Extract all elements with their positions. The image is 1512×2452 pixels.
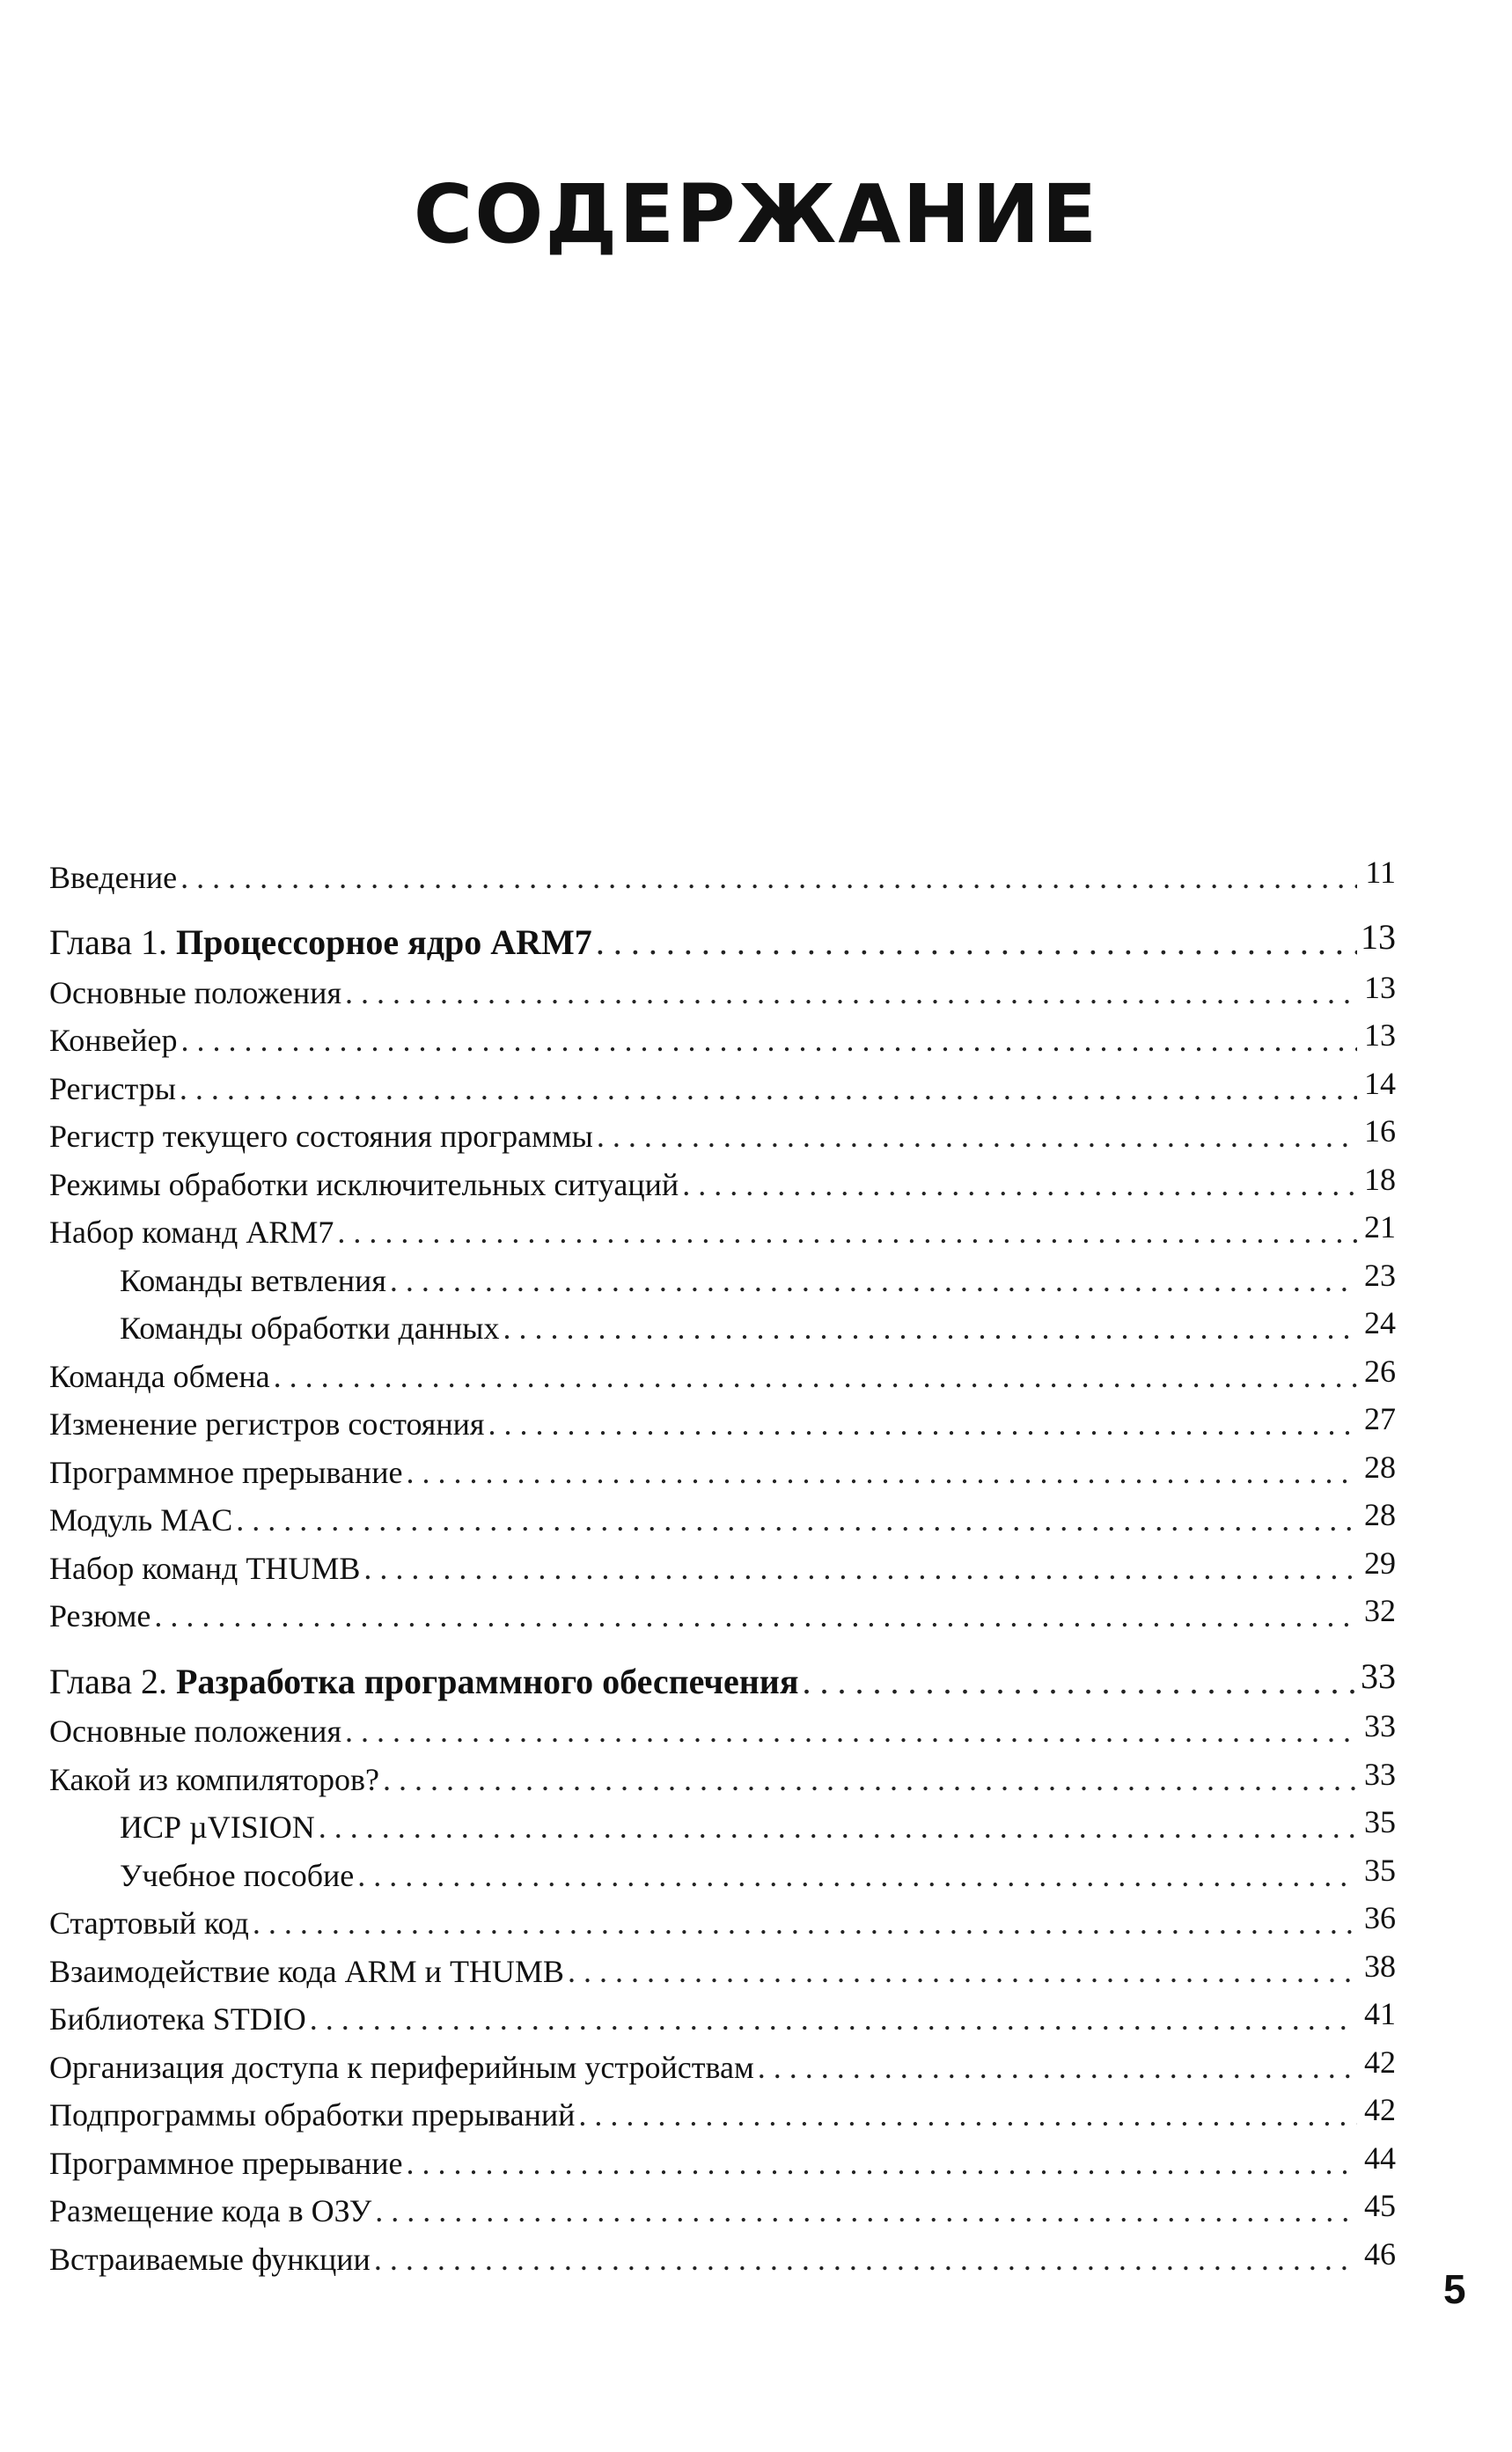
toc-entry (49, 1991, 1396, 2039)
toc-page-number: 23 (1364, 1257, 1396, 1293)
toc-entry (49, 1751, 1396, 1799)
dot-leader (383, 1764, 1357, 1799)
dot-leader (406, 2147, 1357, 2183)
toc-entry-title: Библиотека STDIO (49, 2001, 306, 2037)
toc-entry-title: Модуль MAC (49, 1502, 233, 1538)
dot-leader (337, 1216, 1357, 1252)
toc-page-number: 32 (1364, 1593, 1396, 1628)
dot-leader (319, 1811, 1357, 1846)
toc-page-number: 13 (1364, 1017, 1396, 1053)
toc-subentry (49, 1799, 1396, 1847)
chapter-prefix: Глава 2. (49, 1661, 176, 1701)
toc-page-number: 21 (1364, 1209, 1396, 1244)
toc-entry-title: Команды обработки данных (120, 1310, 500, 1346)
toc-entry (49, 2230, 1396, 2279)
dot-leader (758, 2052, 1357, 2087)
toc-page-number: 24 (1364, 1305, 1396, 1340)
toc-entry-title: Режимы обработки исключительных ситуаций (49, 1166, 679, 1202)
toc-page-number: 16 (1364, 1113, 1396, 1149)
dot-leader (236, 1504, 1357, 1539)
toc-page-number: 38 (1364, 1948, 1396, 1984)
toc-page-number: 13 (1364, 969, 1396, 1005)
toc-entry-title: Программное прерывание (49, 1454, 403, 1490)
toc-entry-title: Набор команд ARM7 (49, 1215, 334, 1250)
toc-entry (49, 1204, 1396, 1252)
dot-leader (406, 1457, 1357, 1492)
toc-entry-title: Введение (49, 859, 178, 895)
dot-leader (375, 2195, 1357, 2230)
toc-entry (49, 1443, 1396, 1492)
dot-leader (374, 2243, 1357, 2279)
dot-leader (345, 1715, 1357, 1751)
toc-entry (49, 1942, 1396, 1991)
toc-page-number: 42 (1364, 2044, 1396, 2080)
toc-entry-title: Программное прерывание (49, 2145, 403, 2181)
toc-entry (49, 1895, 1396, 1943)
toc-entry (49, 1012, 1396, 1061)
toc-entry (49, 2183, 1396, 2231)
dot-leader (682, 1169, 1357, 1204)
toc-entry (49, 1060, 1396, 1108)
toc-subentry (49, 1846, 1396, 1895)
toc-page-number: 11 (1365, 854, 1396, 890)
toc-page-number: 42 (1364, 2092, 1396, 2127)
toc-entry (49, 1396, 1396, 1444)
toc-page-number: 33 (1364, 1756, 1396, 1792)
toc-page-number: 26 (1364, 1353, 1396, 1389)
toc-page-number: 28 (1364, 1449, 1396, 1485)
toc-page-number: 33 (1361, 1655, 1396, 1696)
toc-chapter-title (49, 922, 592, 964)
toc-entry-title: Подпрограммы обработки прерываний (49, 2097, 576, 2133)
dot-leader (181, 1024, 1358, 1060)
toc-page-number: 18 (1364, 1161, 1396, 1197)
dot-leader (345, 977, 1357, 1012)
toc-entry-title: Встраиваемые функции (49, 2241, 371, 2277)
toc-entry-title: Регистр текущего состояния программы (49, 1119, 593, 1154)
toc-entry-title: Какой из компиляторов? (49, 1761, 379, 1797)
dot-leader (390, 1265, 1357, 1300)
toc-entry (49, 1347, 1396, 1396)
toc-entry-title: Учебное пособие (120, 1857, 355, 1893)
dot-leader (802, 1664, 1357, 1703)
toc-entry-title: Набор команд THUMB (49, 1550, 361, 1586)
toc-page-number: 44 (1364, 2140, 1396, 2176)
dot-leader (503, 1312, 1357, 1347)
toc-entry (49, 964, 1396, 1012)
chapter-prefix: Глава 1. (49, 922, 176, 962)
dot-leader (310, 2003, 1357, 2038)
toc-entry-title: Команда обмена (49, 1358, 270, 1394)
dot-leader (488, 1408, 1357, 1443)
toc-entry-introduction (49, 848, 1396, 897)
toc-entry-title: Команды ветвления (120, 1262, 386, 1298)
toc-entry-title: Стартовый код (49, 1905, 249, 1941)
dot-leader (357, 1860, 1357, 1895)
toc-entry (49, 2134, 1396, 2183)
dot-leader (253, 1907, 1357, 1942)
toc-page-number: 35 (1364, 1852, 1396, 1888)
toc-entry (49, 1108, 1396, 1156)
toc-subentry (49, 1252, 1396, 1300)
toc-entry (49, 1703, 1396, 1751)
toc-page-number: 14 (1364, 1065, 1396, 1101)
table-of-contents (49, 848, 1396, 2279)
toc-entry-title: Организация доступа к периферийным устройствам (49, 2049, 754, 2085)
toc-page-number: 36 (1364, 1900, 1396, 1935)
toc-entry-title: ИСР µVISION (120, 1810, 315, 1845)
toc-chapter-1 (49, 916, 1396, 965)
chapter-name: Процессорное ядро ARM7 (175, 922, 592, 962)
toc-entry-title: Регистры (49, 1070, 176, 1106)
toc-page-number: 33 (1364, 1708, 1396, 1744)
toc-page-number: 29 (1364, 1545, 1396, 1581)
toc-entry-title: Резюме (49, 1598, 151, 1633)
toc-entry-title: Изменение регистров состояния (49, 1406, 485, 1442)
toc-page-number: 35 (1364, 1804, 1396, 1839)
toc-entry (49, 2087, 1396, 2135)
toc-page-number: 41 (1364, 1996, 1396, 2031)
toc-entry (49, 1156, 1396, 1204)
toc-entry (49, 1492, 1396, 1540)
toc-entry-title: Основные положения (49, 974, 341, 1010)
toc-page-number: 27 (1364, 1401, 1396, 1436)
dot-leader (568, 1956, 1357, 1991)
toc-entry (49, 1539, 1396, 1588)
toc-page-number: 46 (1364, 2235, 1396, 2272)
dot-leader (274, 1361, 1357, 1396)
toc-page-number: 28 (1364, 1497, 1396, 1532)
dot-leader (154, 1600, 1357, 1635)
toc-entry-title: Конвейер (49, 1023, 178, 1058)
toc-subentry (49, 1300, 1396, 1348)
toc-entry-title: Основные положения (49, 1714, 341, 1749)
toc-page-number: 13 (1361, 917, 1396, 957)
dot-leader (180, 1073, 1357, 1108)
page-title: СОДЕРЖАНИЕ (413, 167, 1099, 261)
page-number-folio: 5 (1443, 2266, 1466, 2312)
dot-leader (578, 2099, 1357, 2134)
toc-entry-title: Размещение кода в ОЗУ (49, 2193, 372, 2228)
toc-entry (49, 2038, 1396, 2087)
dot-leader (180, 862, 1357, 897)
dot-leader (596, 925, 1357, 964)
toc-entry (49, 1588, 1396, 1636)
toc-chapter-2 (49, 1655, 1396, 1703)
toc-entry-title: Взаимодействие кода ARM и THUMB (49, 1953, 564, 1989)
toc-page-number: 45 (1364, 2188, 1396, 2223)
dot-leader (597, 1120, 1357, 1156)
toc-chapter-title (49, 1661, 799, 1703)
dot-leader (363, 1553, 1357, 1588)
chapter-name: Разработка программного обеспечения (175, 1661, 799, 1701)
